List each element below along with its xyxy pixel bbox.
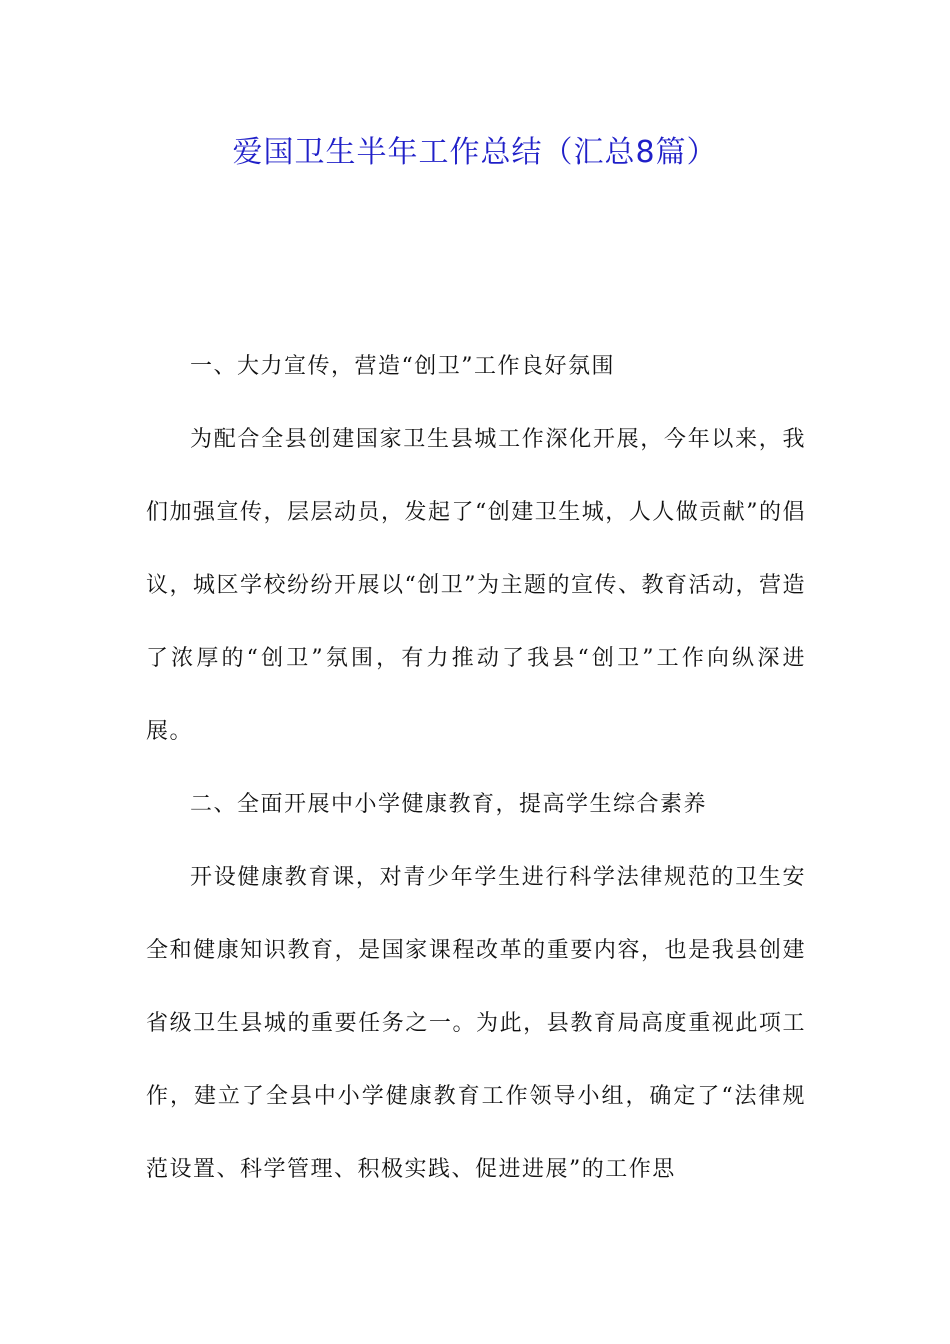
body-paragraph-1: 为配合全县创建国家卫生县城工作深化开展，今年以来，我们加强宣传，层层动员，发起了“创建卫生城，人人做贡献”的倡议，城区学校纷纷开展以“创卫”为主题的宣传、教育活动，营造了浓厚的“创卫”氛围，有力推动了我县“创卫”工作向纵深进展。 (146, 427, 806, 744)
body-paragraph-2: 开设健康教育课，对青少年学生进行科学法律规范的卫生安全和健康知识教育，是国家课程改革的重要内容，也是我县创建省级卫生县城的重要任务之一。为此，县教育局高度重视此项工作，建立了全县中小学健康教育工作领导小组，确定了“法律规范设置、科学管理、积极实践、促进进展”的工作思 (146, 865, 806, 1182)
section-heading-1: 一、大力宣传，营造“创卫”工作良好氛围 (190, 354, 615, 379)
document-body (146, 330, 806, 1206)
section-heading-2: 二、全面开展中小学健康教育，提高学生综合素养 (190, 792, 708, 817)
document-title: 爱国卫生半年工作总结（汇总8篇） (232, 135, 718, 170)
